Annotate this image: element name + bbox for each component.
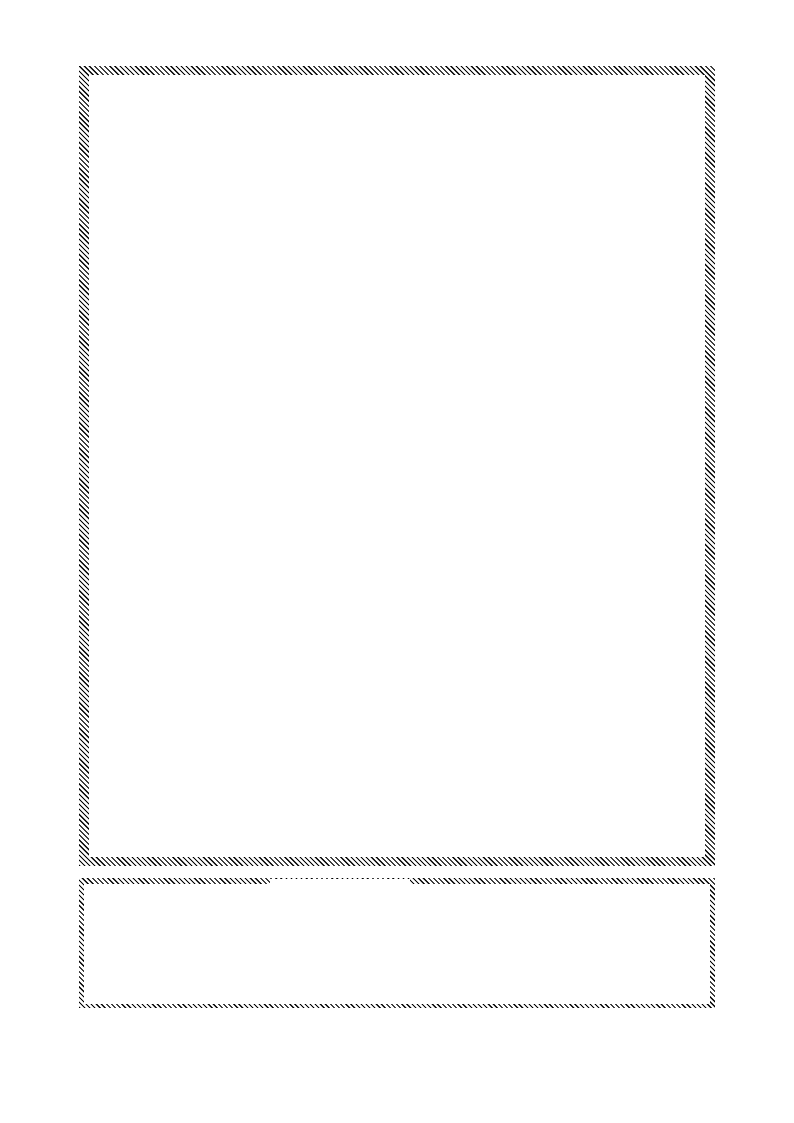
notice-body (90, 902, 700, 996)
notice-line (90, 902, 700, 926)
notice-line (90, 949, 700, 973)
notice-title (270, 879, 410, 899)
essay-box-border (79, 66, 715, 866)
notice-line (90, 973, 700, 997)
notice-line (90, 926, 700, 950)
